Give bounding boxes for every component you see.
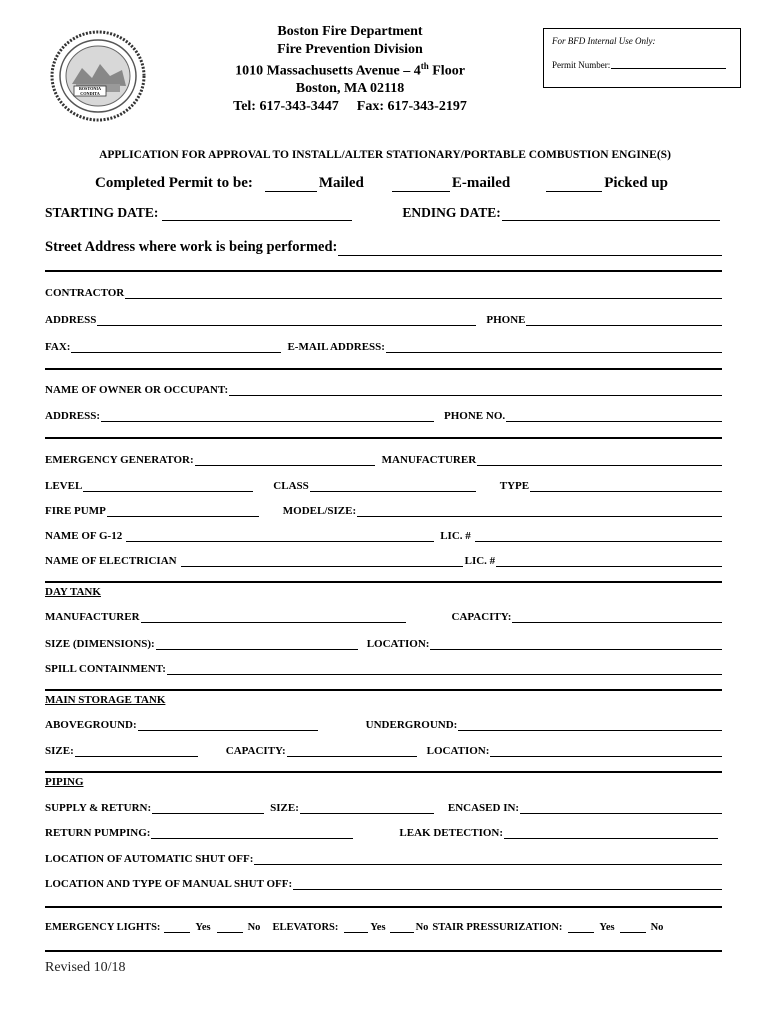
- electrician-field[interactable]: [181, 557, 463, 567]
- leak-detection-field[interactable]: [504, 829, 718, 839]
- stair-no-label: No: [650, 922, 664, 933]
- divider: [45, 437, 722, 439]
- divider: [45, 771, 722, 773]
- stair-yes-label: Yes: [599, 922, 615, 933]
- emergency-lights-label: EMERGENCY LIGHTS:: [45, 922, 161, 933]
- divider: [45, 906, 722, 908]
- auto-shutoff-row: [45, 853, 722, 865]
- day-tank-location-label: LOCATION:: [366, 638, 430, 650]
- stair-no-field[interactable]: [620, 923, 646, 933]
- supply-return-label: SUPPLY & RETURN:: [45, 802, 152, 814]
- level-label: LEVEL: [45, 480, 83, 492]
- contractor-email-label: E-MAIL ADDRESS:: [287, 341, 385, 353]
- header-fax: Fax: 617-343-2197: [356, 98, 467, 114]
- encased-in-field[interactable]: [520, 804, 722, 814]
- header-line-2: Fire Prevention Division: [277, 41, 423, 57]
- generator-manufacturer-label: MANUFACTURER: [381, 454, 477, 466]
- g12-field[interactable]: [126, 532, 434, 542]
- owner-name-row: [45, 384, 722, 396]
- lights-no-label: No: [247, 922, 261, 933]
- internal-use-title: For BFD Internal Use Only:: [552, 36, 656, 46]
- lights-no-field[interactable]: [217, 923, 243, 933]
- class-field[interactable]: [310, 482, 476, 492]
- main-tank-location-field[interactable]: [490, 747, 722, 757]
- contractor-field[interactable]: [125, 289, 722, 299]
- model-size-field[interactable]: [357, 507, 722, 517]
- contractor-address-field[interactable]: [97, 316, 476, 326]
- underground-field[interactable]: [458, 721, 722, 731]
- elevators-yes-field[interactable]: [344, 923, 368, 933]
- header-line-1: Boston Fire Department: [277, 24, 423, 39]
- owner-phone-field[interactable]: [506, 412, 722, 422]
- header-phone-line: [200, 98, 500, 116]
- internal-use-box: [543, 28, 741, 88]
- day-tank-manufacturer-row: [45, 611, 722, 623]
- address-sup: th: [420, 61, 429, 71]
- contractor-fax-label: FAX:: [45, 341, 71, 353]
- address-text: 1010 Massachusetts Avenue – 4: [235, 63, 421, 79]
- aboveground-label: ABOVEGROUND:: [45, 719, 137, 731]
- fire-pump-row: [45, 505, 722, 517]
- manual-shutoff-row: [45, 878, 722, 890]
- manual-shutoff-label: LOCATION AND TYPE OF MANUAL SHUT OFF:: [45, 878, 293, 890]
- contractor-phone-label: PHONE: [486, 314, 526, 326]
- lights-yes-label: Yes: [195, 922, 211, 933]
- generator-label: EMERGENCY GENERATOR:: [45, 454, 194, 466]
- owner-address-label: ADDRESS:: [45, 410, 101, 422]
- main-tank-capacity-label: CAPACITY:: [225, 745, 286, 757]
- header-city: Boston, MA 02118: [295, 81, 405, 97]
- permit-number-row: [552, 60, 726, 70]
- model-size-label: MODEL/SIZE:: [282, 505, 357, 517]
- street-address-label: Street Address where work is being performed:: [45, 239, 338, 255]
- return-pumping-row: [45, 827, 722, 839]
- owner-address-row: [45, 410, 722, 422]
- emailed-label: E-mailed: [451, 175, 511, 191]
- piping-title: PIPING: [45, 776, 84, 788]
- main-tank-size-row: [45, 745, 722, 757]
- g12-label: NAME OF G-12: [45, 530, 123, 542]
- permit-number-label: Permit Number:: [552, 60, 611, 70]
- ending-date-field[interactable]: [502, 209, 720, 221]
- dates-row: [45, 205, 720, 221]
- contractor-fax-row: [45, 341, 722, 353]
- divider: [45, 581, 722, 583]
- contractor-row: [45, 287, 722, 299]
- piping-size-field[interactable]: [300, 804, 434, 814]
- electrician-label: NAME OF ELECTRICIAN: [45, 555, 177, 567]
- supply-return-row: [45, 802, 722, 814]
- lights-yes-field[interactable]: [164, 923, 190, 933]
- day-tank-manufacturer-field[interactable]: [141, 613, 406, 623]
- electrician-license-label: LIC. #: [464, 555, 496, 567]
- owner-phone-label: PHONE NO.: [444, 410, 506, 422]
- footer-checks-row: [45, 922, 724, 933]
- form-title: APPLICATION FOR APPROVAL TO INSTALL/ALTER STATIONARY/PORTABLE COMBUSTION ENGINE(S): [99, 149, 671, 161]
- permit-number-field[interactable]: [611, 60, 726, 69]
- day-tank-capacity-label: CAPACITY:: [451, 611, 512, 623]
- header-tel: Tel: 617-343-3447: [233, 98, 339, 114]
- emailed-field[interactable]: [392, 179, 450, 192]
- day-tank-location-field[interactable]: [430, 640, 722, 650]
- auto-shutoff-field[interactable]: [254, 855, 722, 865]
- divider: [45, 950, 722, 952]
- generator-field[interactable]: [195, 456, 375, 466]
- electrician-row: [45, 555, 722, 567]
- department-header: [200, 23, 500, 115]
- mailed-field[interactable]: [265, 179, 317, 192]
- underground-label: UNDERGROUND:: [365, 719, 458, 731]
- city-seal-logo: [48, 28, 148, 124]
- elevators-no-label: No: [415, 922, 429, 933]
- divider: [45, 689, 722, 691]
- revised-date: Revised 10/18: [45, 960, 126, 975]
- starting-date-label: STARTING DATE:: [45, 205, 159, 220]
- leak-detection-label: LEAK DETECTION:: [399, 827, 504, 839]
- elevators-label: ELEVATORS:: [272, 922, 339, 933]
- contractor-address-row: [45, 314, 722, 326]
- elevators-no-field[interactable]: [390, 923, 414, 933]
- manual-shutoff-field[interactable]: [293, 880, 722, 890]
- spill-containment-row: [45, 663, 722, 675]
- type-field[interactable]: [530, 482, 722, 492]
- day-tank-size-row: [45, 638, 722, 650]
- main-tank-capacity-field[interactable]: [287, 747, 417, 757]
- spill-containment-field[interactable]: [167, 665, 722, 675]
- owner-address-field[interactable]: [101, 412, 434, 422]
- type-label: TYPE: [499, 480, 530, 492]
- starting-date-field[interactable]: [162, 209, 352, 221]
- level-class-type-row: [45, 480, 722, 492]
- contractor-fax-field[interactable]: [71, 343, 281, 353]
- generator-row: [45, 454, 722, 466]
- address-floor: Floor: [428, 63, 465, 79]
- return-pumping-label: RETURN PUMPING:: [45, 827, 151, 839]
- generator-manufacturer-field[interactable]: [477, 456, 722, 466]
- picked-up-field[interactable]: [546, 179, 602, 192]
- divider: [45, 270, 722, 272]
- encased-in-label: ENCASED IN:: [447, 802, 520, 814]
- divider: [45, 368, 722, 370]
- day-tank-capacity-field[interactable]: [512, 613, 722, 623]
- street-address-field[interactable]: [338, 243, 722, 256]
- main-tank-ground-row: [45, 719, 722, 731]
- fire-pump-label: FIRE PUMP: [45, 505, 106, 517]
- spill-containment-label: SPILL CONTAINMENT:: [45, 663, 166, 675]
- day-tank-manufacturer-label: MANUFACTURER: [45, 611, 140, 623]
- supply-return-field[interactable]: [152, 804, 264, 814]
- header-address: [200, 58, 500, 80]
- contractor-email-field[interactable]: [386, 343, 722, 353]
- completed-permit-row: [95, 175, 668, 192]
- owner-name-label: NAME OF OWNER OR OCCUPANT:: [45, 384, 229, 396]
- owner-name-field[interactable]: [229, 386, 722, 396]
- svg-text:CONDITA: CONDITA: [80, 91, 100, 96]
- g12-license-label: LIC. #: [440, 530, 471, 542]
- electrician-license-field[interactable]: [496, 557, 722, 567]
- svg-text:BOSTONIA: BOSTONIA: [78, 86, 102, 91]
- g12-row: [45, 530, 722, 542]
- g12-license-field[interactable]: [475, 532, 722, 542]
- level-field[interactable]: [83, 482, 253, 492]
- aboveground-field[interactable]: [138, 721, 318, 731]
- main-tank-size-field[interactable]: [75, 747, 198, 757]
- street-address-row: [45, 239, 722, 256]
- day-tank-size-label: SIZE (DIMENSIONS):: [45, 638, 155, 650]
- elevators-yes-label: Yes: [370, 922, 386, 933]
- fire-pump-field[interactable]: [107, 507, 259, 517]
- auto-shutoff-label: LOCATION OF AUTOMATIC SHUT OFF:: [45, 853, 254, 865]
- return-pumping-field[interactable]: [151, 829, 353, 839]
- contractor-address-label: ADDRESS: [45, 314, 97, 326]
- mailed-label: Mailed: [318, 175, 364, 191]
- completed-label: Completed Permit to be:: [95, 175, 253, 191]
- day-tank-title: DAY TANK: [45, 586, 101, 598]
- piping-size-label: SIZE:: [270, 802, 299, 814]
- class-label: CLASS: [273, 480, 309, 492]
- contractor-phone-field[interactable]: [526, 316, 722, 326]
- contractor-label: CONTRACTOR: [45, 287, 125, 299]
- main-tank-title: MAIN STORAGE TANK: [45, 694, 166, 706]
- stair-yes-field[interactable]: [568, 923, 594, 933]
- picked-up-label: Picked up: [604, 175, 668, 191]
- main-tank-location-label: LOCATION:: [426, 745, 490, 757]
- stair-pressurization-label: STAIR PRESSURIZATION:: [432, 922, 563, 933]
- ending-date-label: ENDING DATE:: [402, 205, 501, 220]
- day-tank-size-field[interactable]: [156, 640, 358, 650]
- main-tank-size-label: SIZE:: [45, 745, 74, 757]
